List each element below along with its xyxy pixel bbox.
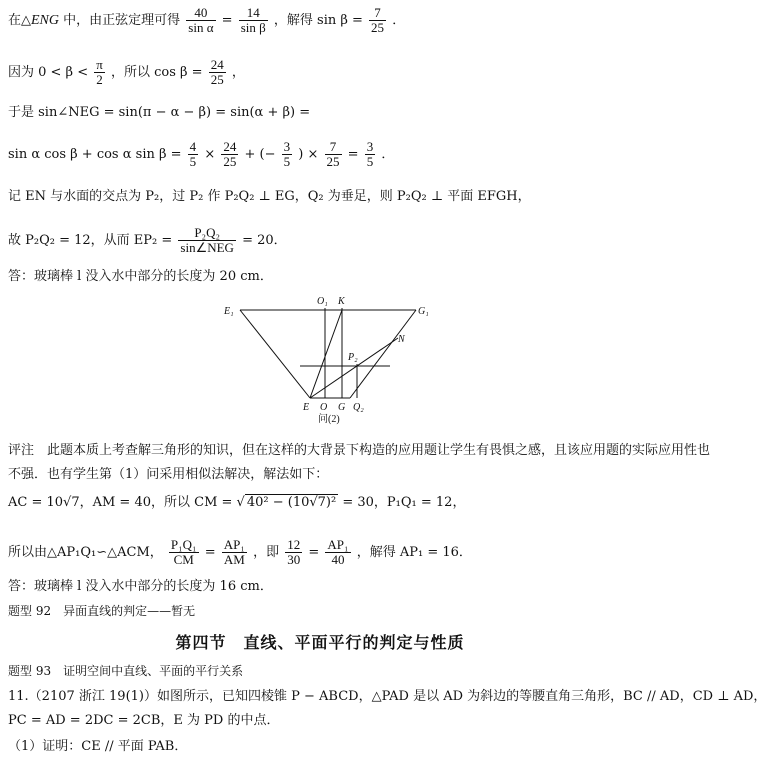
- label-K: K: [338, 296, 345, 307]
- section-title: 第四节 直线、平面平行的判定与性质: [175, 633, 465, 652]
- label-O: O: [320, 402, 328, 413]
- answer-line-1: 答：玻璃棒 l 没入水中部分的长度为 20 cm．: [8, 269, 273, 284]
- fraction: $\frac{12}{30}$: [287, 537, 301, 567]
- fraction: $\frac{3}{5}$: [283, 139, 291, 169]
- label-N: N: [398, 334, 405, 345]
- fraction: $\frac{7}{25}$: [326, 139, 340, 169]
- text-line-1: 在△ENG 中，由正弦定理可得 $\frac{40}{\text{sin α}}$ = $\frac{14}{\text{sin β}}$ ，解得 sin β = $\frac{7}{25}$ ．: [8, 5, 406, 35]
- label-E1: E₁: [224, 306, 234, 317]
- label-E: E: [303, 402, 310, 413]
- text-line-3: 于是 sin∠NEG = sin(π − α − β) = sin(α + β) =: [8, 105, 311, 120]
- trapezoid-figure: [220, 294, 440, 424]
- label-Q2: Q₂: [353, 402, 364, 413]
- label-P2: P₂: [348, 352, 358, 363]
- fraction: $\frac{\text{P₁Q₁}}{CM}$: [170, 537, 197, 567]
- fraction: $\frac{4}{5}$: [189, 139, 197, 169]
- text-line-5: 记 EN 与水面的交点为 P₂，过 P₂ 作 P₂Q₂ ⊥ EG，Q₂ 为垂足，则 P₂Q₂ ⊥ 平面 EFGH，: [8, 189, 531, 204]
- solution-line-1: AC = 10√7，AM = 40，所以 CM = √ 40² − (10√7)² = 30，P₁Q₁ = 12，: [8, 495, 466, 510]
- text-line-2: 因为 0 < β < $\frac{\pi}{2}$ ，所以 cos β = $\frac{24}{25}$ ，: [8, 57, 245, 87]
- fraction: $\frac{40}{\text{sin α}}$: [188, 5, 214, 35]
- fraction: $\frac{\pi}{2}$: [96, 57, 103, 87]
- sqrt-expression: √ 40² − (10√7)²: [236, 495, 337, 510]
- fraction: $\frac{24}{25}$: [223, 139, 237, 169]
- text-line-6: 故 P₂Q₂ = 12，从而 EP₂ = $\frac{\text{P₂Q₂}}{\text{sin∠NEG}}$ = 20．: [8, 225, 287, 255]
- label-O1: O₁: [317, 296, 328, 307]
- fraction: $\frac{\text{P₂Q₂}}{\text{sin∠NEG}}$: [180, 225, 234, 255]
- commentary-line-1: 评注 此题本质上考查解三角形的知识，但在这样的大背景下构造的应用题让学生有畏惧之感，且该应用题的实际应用性也: [8, 443, 711, 458]
- question-type-93: 题型 93 证明空间中直线、平面的平行关系: [8, 664, 244, 678]
- label-G1: G₁: [418, 306, 429, 317]
- text-line-4: sin α cos β + cos α sin β = $\frac{4}{5}$ × $\frac{24}{25}$ + (− $\frac{3}{5}$ ) × $\frac{7}{25}$ = $\frac{3}{5}$ ．: [8, 139, 395, 169]
- question-type-92: 题型 92 异面直线的判定——暂无: [8, 604, 196, 618]
- fraction: $\frac{3}{5}$: [366, 139, 374, 169]
- fraction: $\frac{\text{AP₁}}{AM}$: [223, 537, 245, 567]
- fraction: $\frac{\text{AP₁}}{40}$: [327, 537, 349, 567]
- answer-line-2: 答：玻璃棒 l 没入水中部分的长度为 16 cm．: [8, 579, 273, 594]
- commentary-line-2: 不强．也有学生第（1）问采用相似法解决，解法如下：: [8, 467, 329, 482]
- problem-11-line-1: 11.（2107 浙江 19(1)）如图所示，已知四棱锥 P − ABCD，△PAD 是以 AD 为斜边的等腰直角三角形，BC // AD，CD ⊥ AD，: [8, 689, 766, 704]
- label-G: G: [338, 402, 346, 413]
- figure-caption: 问(2): [318, 414, 340, 425]
- problem-11-part-1: （1）证明：CE // 平面 PAB．: [8, 739, 188, 754]
- problem-11-line-2: PC = AD = 2DC = 2CB，E 为 PD 的中点．: [8, 713, 280, 728]
- fraction: $\frac{24}{25}$: [210, 57, 224, 87]
- fraction: $\frac{14}{\text{sin β}}$: [240, 5, 266, 35]
- solution-line-2: 所以由△AP₁Q₁∽△ACM， $\frac{\text{P₁Q₁}}{CM}$ = $\frac{\text{AP₁}}{AM}$ ，即 $\frac{12}{30}$ = $\frac{\text{AP₁}}{40}$ ，解得 AP₁ = 16．: [8, 537, 472, 567]
- fraction: $\frac{7}{25}$: [371, 5, 385, 35]
